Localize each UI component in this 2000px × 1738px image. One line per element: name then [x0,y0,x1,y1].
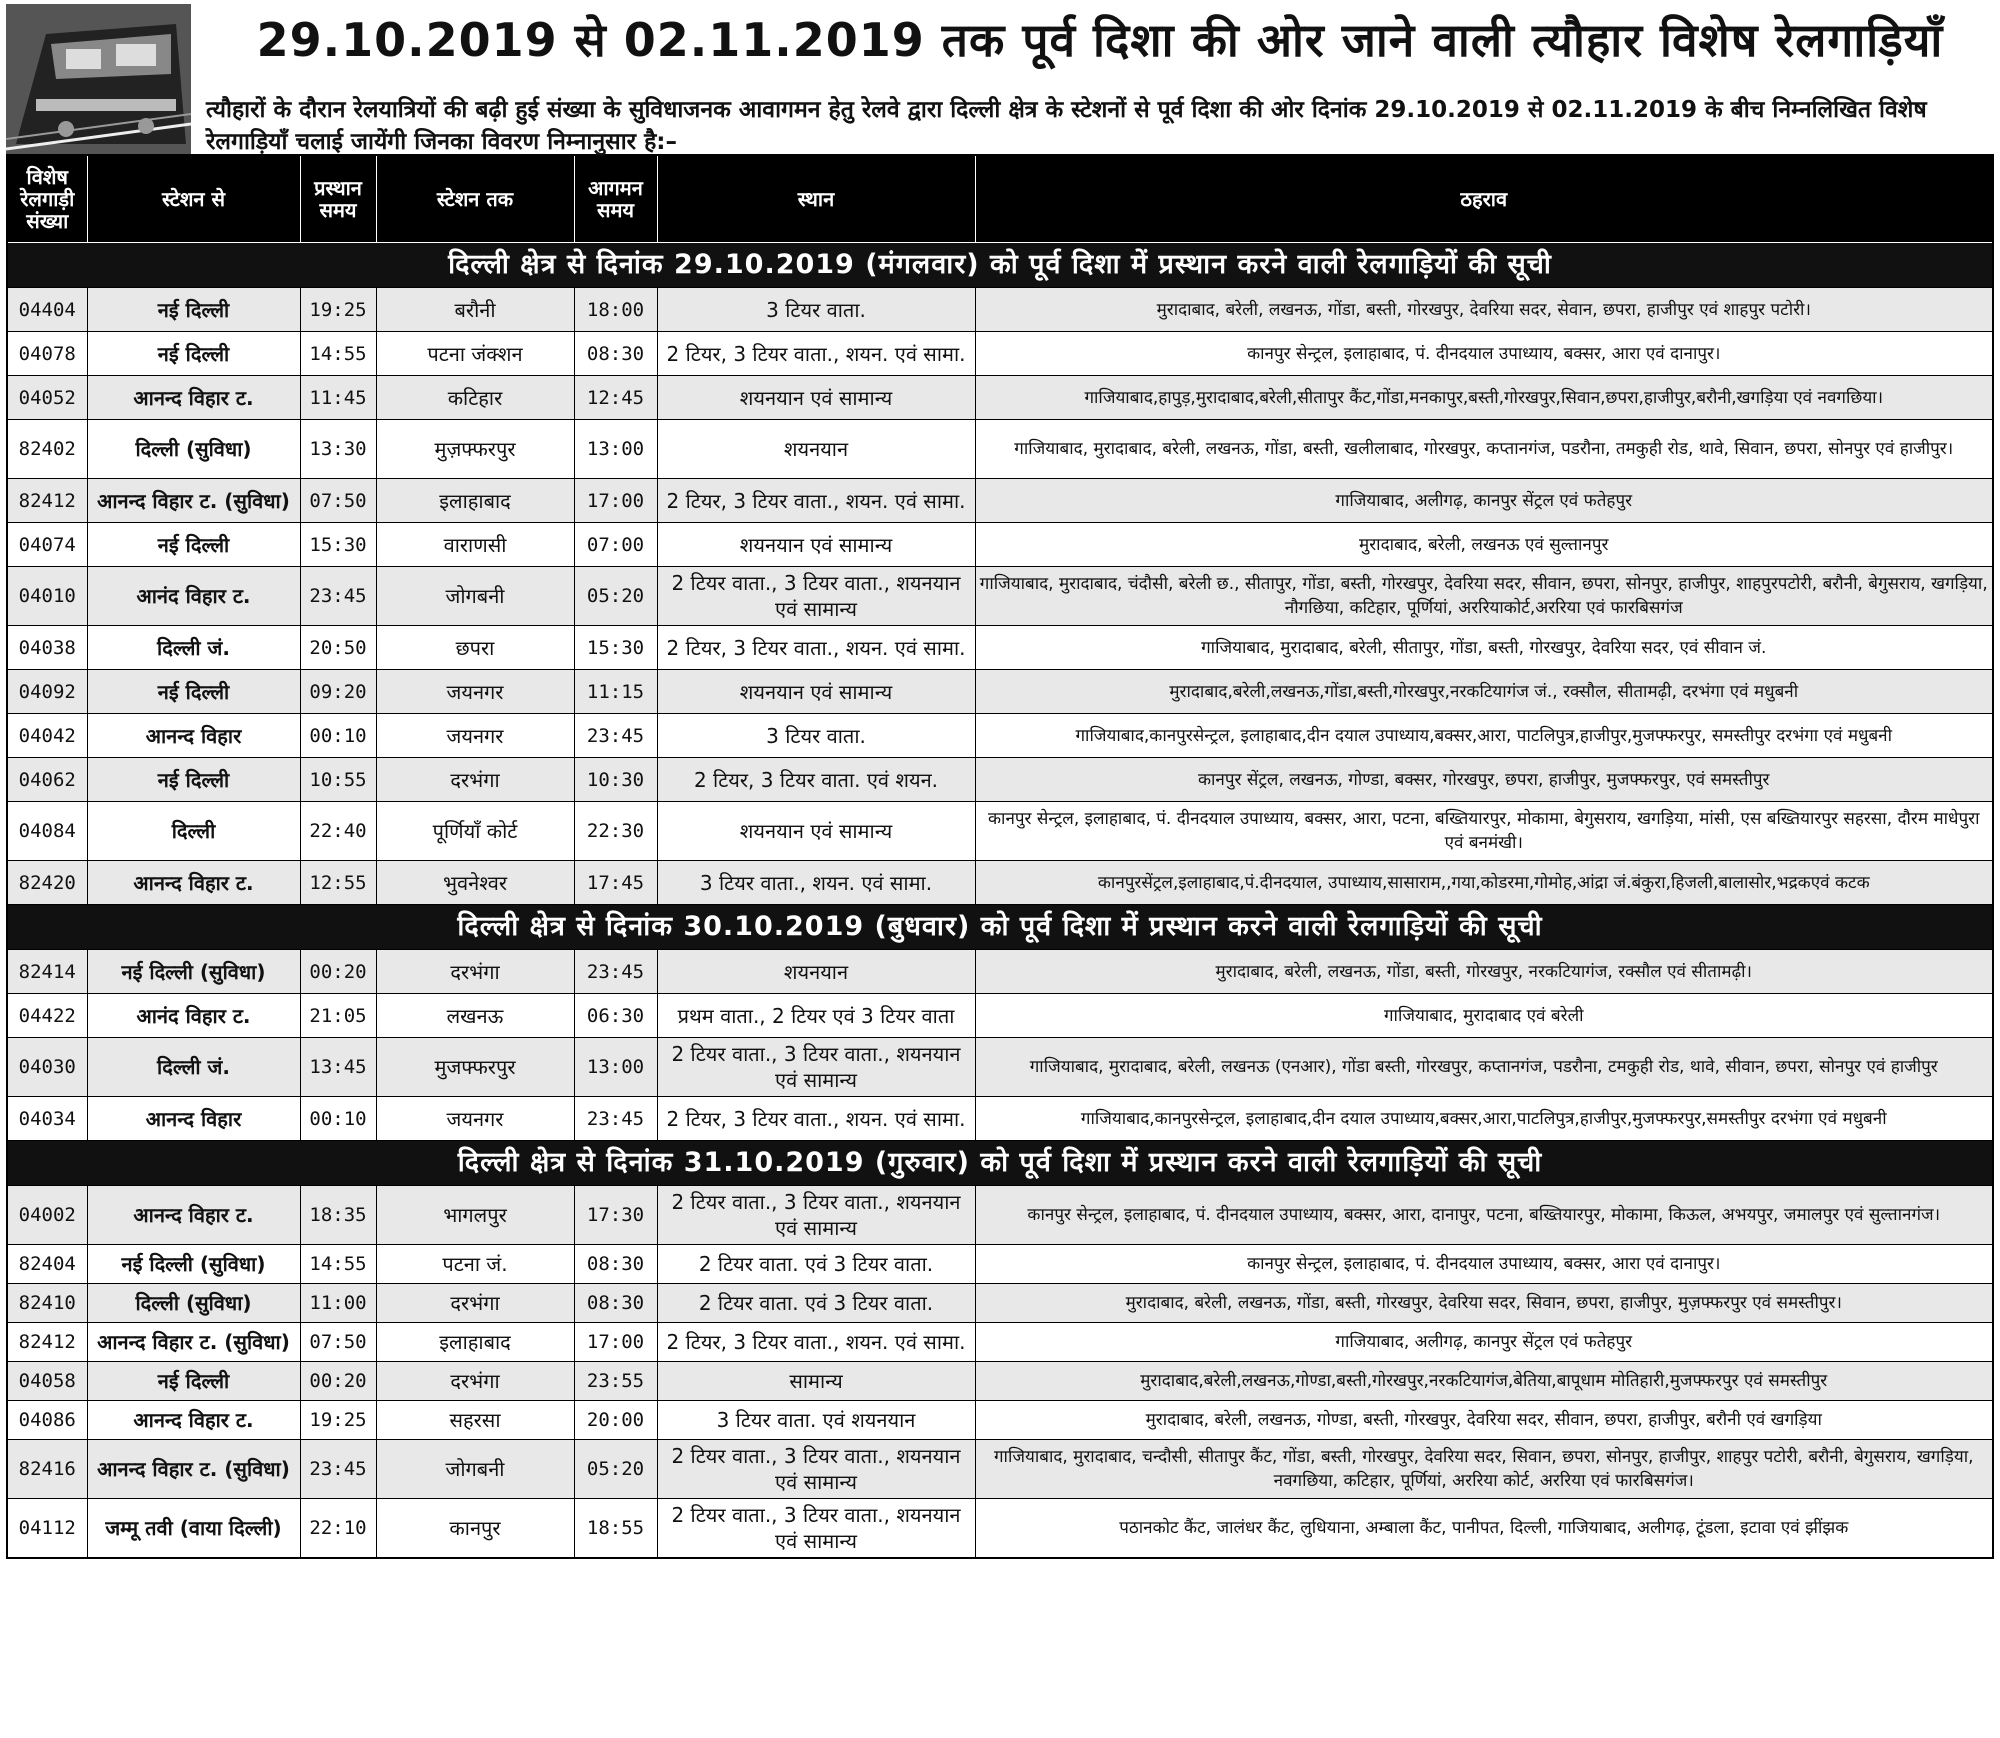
from-station: नई दिल्ली [87,523,300,567]
arrival-time: 17:45 [574,861,657,905]
stoppages: गाजियाबाद, अलीगढ़, कानपुर सेंट्रल एवं फतेहपुर [975,479,1993,523]
to-station: जयनगर [376,670,574,714]
stoppages: गाजियाबाद, मुरादाबाद, बरेली, लखनऊ, गोंडा, बस्ती, खलीलाबाद, गोरखपुर, कप्तानगंज, पडरौना, तमकुही रोड, थावे, सिवान, छपरा, सोनपुर एवं हाजीपुर। [975,420,1993,479]
from-station: आनन्द विहार ट. [87,861,300,905]
to-station: इलाहाबाद [376,1323,574,1362]
stoppages: गाजियाबाद,कानपुरसेन्ट्रल, इलाहाबाद,दीन दयाल उपाध्याय,बक्सर,आरा,पाटलिपुत्र,हाजीपुर,मुजफ्फरपुर,समस्तीपुर दरभंगा एवं मधुबनी [975,1097,1993,1141]
coach-class: शयनयान एवं सामान्य [657,670,975,714]
table-row [7,670,1993,714]
table-row [7,376,1993,420]
table-row [7,1245,1993,1284]
stoppages: कानपुरसेंट्रल,इलाहाबाद,पं.दीनदयाल, उपाध्याय,सासाराम,,गया,कोडरमा,गोमोह,आंद्रा जं.बंकुरा,हिजली,बालासोर,भद्रकएवं कटक [975,861,1993,905]
table-row [7,950,1993,994]
stoppages: गाजियाबाद, मुरादाबाद, बरेली, सीतापुर, गोंडा, बस्ती, गोरखपुर, देवरिया सदर, एवं सीवान जं. [975,626,1993,670]
departure-time: 15:30 [300,523,376,567]
stoppages: गाजियाबाद, मुरादाबाद, बरेली, लखनऊ (एनआर), गोंडा बस्ती, गोरखपुर, कप्तानगंज, पडरौना, टमकुही रोड, थावे, सीवान, छपरा, सोनपुर एवं हाजीपुर [975,1038,1993,1097]
departure-time: 11:00 [300,1284,376,1323]
to-station: कटिहार [376,376,574,420]
table-row [7,523,1993,567]
table-row [7,1038,1993,1097]
table-row [7,1323,1993,1362]
train-number: 04078 [7,332,87,376]
to-station: मुज़फ्फरपुर [376,420,574,479]
coach-class: 2 टियर वाता. एवं 3 टियर वाता. [657,1284,975,1323]
from-station: नई दिल्ली [87,670,300,714]
coach-class: 2 टियर वाता., 3 टियर वाता., शयनयान एवं सामान्य [657,567,975,626]
from-station: आनन्द विहार ट. (सुविधा) [87,1440,300,1499]
train-number: 04112 [7,1499,87,1559]
coach-class: शयनयान [657,420,975,479]
table-row [7,567,1993,626]
from-station: जम्मू तवी (वाया दिल्ली) [87,1499,300,1559]
coach-class: 2 टियर वाता., 3 टियर वाता., शयनयान एवं सामान्य [657,1038,975,1097]
coach-class: शयनयान एवं सामान्य [657,523,975,567]
from-station: आनन्द विहार ट. [87,1401,300,1440]
stoppages: मुरादाबाद, बरेली, लखनऊ, गोंडा, बस्ती, गोरखपुर, देवरिया सदर, सेवान, छपरा, हाजीपुर एवं शाहपुर पटोरी। [975,288,1993,332]
stoppages: कानपुर सेन्ट्रल, इलाहाबाद, पं. दीनदयाल उपाध्याय, बक्सर, आरा, दानापुर, पटना, बख्तियारपुर, मोकामा, किऊल, अभयपुर, जमालपुर एवं सुल्तानगंज। [975,1186,1993,1245]
arrival-time: 17:30 [574,1186,657,1245]
departure-time: 13:45 [300,1038,376,1097]
to-station: कानपुर [376,1499,574,1559]
to-station: वाराणसी [376,523,574,567]
train-number: 82412 [7,1323,87,1362]
departure-time: 00:20 [300,1362,376,1401]
col-header-number: विशेष रेलगाड़ी संख्या [7,155,87,243]
arrival-time: 23:55 [574,1362,657,1401]
train-number: 82410 [7,1284,87,1323]
train-number: 04030 [7,1038,87,1097]
train-number: 82402 [7,420,87,479]
departure-time: 20:50 [300,626,376,670]
to-station: पूर्णियाँ कोर्ट [376,802,574,861]
coach-class: 2 टियर, 3 टियर वाता., शयन. एवं सामा. [657,1323,975,1362]
departure-time: 14:55 [300,1245,376,1284]
arrival-time: 23:45 [574,950,657,994]
train-number: 04052 [7,376,87,420]
stoppages: गाजियाबाद,कानपुरसेन्ट्रल, इलाहाबाद,दीन दयाल उपाध्याय,बक्सर,आरा, पाटलिपुत्र,हाजीपुर,मुजफ्फरपुर, समस्तीपुर दरभंगा एवं मधुबनी [975,714,1993,758]
departure-time: 19:25 [300,288,376,332]
departure-time: 11:45 [300,376,376,420]
train-number: 04042 [7,714,87,758]
stoppages: गाजियाबाद,हापुड़,मुरादाबाद,बरेली,सीतापुर कैंट,गोंडा,मनकापुर,बस्ती,गोरखपुर,सिवान,छपरा,हाजीपुर,बरौनी,खगड़िया एवं नवगछिया। [975,376,1993,420]
to-station: जयनगर [376,1097,574,1141]
locomotive-icon [6,4,191,154]
from-station: दिल्ली (सुविधा) [87,420,300,479]
arrival-time: 10:30 [574,758,657,802]
table-row [7,1362,1993,1401]
table-row [7,714,1993,758]
table-row [7,420,1993,479]
arrival-time: 07:00 [574,523,657,567]
departure-time: 09:20 [300,670,376,714]
table-row [7,1401,1993,1440]
coach-class: शयनयान [657,950,975,994]
table-header-row [7,155,1993,243]
from-station: आनंद विहार ट. [87,567,300,626]
coach-class: 2 टियर, 3 टियर वाता., शयन. एवं सामा. [657,332,975,376]
departure-time: 23:45 [300,1440,376,1499]
from-station: नई दिल्ली [87,1362,300,1401]
to-station: इलाहाबाद [376,479,574,523]
train-number: 04002 [7,1186,87,1245]
coach-class: 3 टियर वाता. एवं शयनयान [657,1401,975,1440]
to-station: जोगबनी [376,1440,574,1499]
from-station: आनंद विहार ट. [87,994,300,1038]
section-header-row [7,905,1993,950]
from-station: आनन्द विहार ट. [87,1186,300,1245]
table-row [7,1186,1993,1245]
col-header-from: स्टेशन से [87,155,300,243]
arrival-time: 12:45 [574,376,657,420]
arrival-time: 11:15 [574,670,657,714]
stoppages: गाजियाबाद, मुरादाबाद, चंदौसी, बरेली छ., सीतापुर, गोंडा, बस्ती, गोरखपुर, देवरिया सदर, सीवान, छपरा, सोनपुर, हाजीपुर, शाहपुरपटोरी, बरौनी, बेगुसराय, खगड़िया, नौगछिया, कटिहार, पूर्णियां, अररियाकोर्ट,अररिया एवं फारबिसगंज [975,567,1993,626]
coach-class: सामान्य [657,1362,975,1401]
train-number: 04404 [7,288,87,332]
from-station: नई दिल्ली (सुविधा) [87,950,300,994]
coach-class: 2 टियर वाता., 3 टियर वाता., शयनयान एवं सामान्य [657,1499,975,1559]
stoppages: गाजियाबाद, अलीगढ़, कानपुर सेंट्रल एवं फतेहपुर [975,1323,1993,1362]
train-number: 04034 [7,1097,87,1141]
arrival-time: 20:00 [574,1401,657,1440]
page-title: 29.10.2019 से 02.11.2019 तक पूर्व दिशा की ओर जाने वाली त्यौहार विशेष रेलगाड़ियाँ [256,13,1944,67]
departure-time: 10:55 [300,758,376,802]
arrival-time: 08:30 [574,332,657,376]
departure-time: 14:55 [300,332,376,376]
stoppages: कानपुर सेन्ट्रल, इलाहाबाद, पं. दीनदयाल उपाध्याय, बक्सर, आरा एवं दानापुर। [975,332,1993,376]
stoppages: मुरादाबाद, बरेली, लखनऊ, गोंडा, बस्ती, गोरखपुर, देवरिया सदर, सिवान, छपरा, हाजीपुर, मुज़फ्फरपुर एवं समस्तीपुर। [975,1284,1993,1323]
departure-time: 00:20 [300,950,376,994]
departure-time: 07:50 [300,1323,376,1362]
arrival-time: 06:30 [574,994,657,1038]
from-station: दिल्ली जं. [87,626,300,670]
train-number: 82416 [7,1440,87,1499]
to-station: दरभंगा [376,758,574,802]
departure-time: 23:45 [300,567,376,626]
coach-class: 2 टियर, 3 टियर वाता., शयन. एवं सामा. [657,626,975,670]
train-number: 04086 [7,1401,87,1440]
stoppages: मुरादाबाद, बरेली, लखनऊ एवं सुल्तानपुर [975,523,1993,567]
train-number: 04074 [7,523,87,567]
to-station: भागलपुर [376,1186,574,1245]
stoppages: कानपुर सेन्ट्रल, इलाहाबाद, पं. दीनदयाल उपाध्याय, बक्सर, आरा, पटना, बख्तियारपुर, मोकामा, बेगुसराय, खगड़िया, मांसी, एस बख्तियारपुर सहरसा, दौरम माधेपुरा एवं बनमंखी। [975,802,1993,861]
col-header-arrival: आगमन समय [574,155,657,243]
table-row [7,479,1993,523]
table-row [7,1440,1993,1499]
section-title: दिल्ली क्षेत्र से दिनांक 31.10.2019 (गुरुवार) को पूर्व दिशा में प्रस्थान करने वाली रेलगाड़ियों की सूची [7,1141,1993,1186]
departure-time: 13:30 [300,420,376,479]
train-number: 04062 [7,758,87,802]
to-station: दरभंगा [376,1284,574,1323]
stoppages: पठानकोट कैंट, जालंधर कैंट, लुधियाना, अम्बाला कैंट, पानीपत, दिल्ली, गाजियाबाद, अलीगढ़, टूंडला, इटावा एवं झींझक [975,1499,1993,1559]
departure-time: 07:50 [300,479,376,523]
departure-time: 18:35 [300,1186,376,1245]
arrival-time: 18:00 [574,288,657,332]
from-station: आनन्द विहार ट. (सुविधा) [87,479,300,523]
arrival-time: 23:45 [574,714,657,758]
table-row [7,332,1993,376]
arrival-time: 08:30 [574,1284,657,1323]
from-station: आनन्द विहार [87,714,300,758]
from-station: दिल्ली (सुविधा) [87,1284,300,1323]
arrival-time: 15:30 [574,626,657,670]
table-row [7,758,1993,802]
stoppages: मुरादाबाद, बरेली, लखनऊ, गोण्डा, बस्ती, गोरखपुर, देवरिया सदर, सीवान, छपरा, हाजीपुर, बरौनी एवं खगड़िया [975,1401,1993,1440]
departure-time: 12:55 [300,861,376,905]
schedule-body [7,243,1993,1559]
from-station: आनन्द विहार [87,1097,300,1141]
from-station: नई दिल्ली (सुविधा) [87,1245,300,1284]
train-number: 82420 [7,861,87,905]
train-number: 04092 [7,670,87,714]
arrival-time: 17:00 [574,479,657,523]
table-row [7,994,1993,1038]
departure-time: 21:05 [300,994,376,1038]
arrival-time: 13:00 [574,420,657,479]
from-station: नई दिल्ली [87,288,300,332]
to-station: जोगबनी [376,567,574,626]
to-station: लखनऊ [376,994,574,1038]
coach-class: 3 टियर वाता. [657,714,975,758]
departure-time: 00:10 [300,714,376,758]
departure-time: 22:10 [300,1499,376,1559]
table-row [7,802,1993,861]
to-station: दरभंगा [376,1362,574,1401]
coach-class: शयनयान एवं सामान्य [657,376,975,420]
coach-class: 2 टियर, 3 टियर वाता. एवं शयन. [657,758,975,802]
train-number: 04084 [7,802,87,861]
departure-time: 00:10 [300,1097,376,1141]
to-station: भुवनेश्वर [376,861,574,905]
section-title: दिल्ली क्षेत्र से दिनांक 30.10.2019 (बुधवार) को पूर्व दिशा में प्रस्थान करने वाली रेलगाड़ियों की सूची [7,905,1993,950]
to-station: पटना जं. [376,1245,574,1284]
from-station: दिल्ली जं. [87,1038,300,1097]
from-station: नई दिल्ली [87,758,300,802]
from-station: नई दिल्ली [87,332,300,376]
table-row [7,626,1993,670]
train-number: 04038 [7,626,87,670]
from-station: आनन्द विहार ट. (सुविधा) [87,1323,300,1362]
coach-class: 2 टियर, 3 टियर वाता., शयन. एवं सामा. [657,479,975,523]
schedule-table [6,154,1994,1559]
train-number: 04010 [7,567,87,626]
stoppages: कानपुर सेन्ट्रल, इलाहाबाद, पं. दीनदयाल उपाध्याय, बक्सर, आरा एवं दानापुर। [975,1245,1993,1284]
stoppages: गाजियाबाद, मुरादाबाद, चन्दौसी, सीतापुर कैंट, गोंडा, बस्ती, गोरखपुर, देवरिया सदर, सिवान, छपरा, सोनपुर, हाजीपुर, शाहपुर पटोरी, बरौनी, बेगुसराय, खगड़िया, नवगछिया, कटिहार, पूर्णियां, अररिया कोर्ट, अररिया एवं फारबिसगंज। [975,1440,1993,1499]
col-header-departure: प्रस्थान समय [300,155,376,243]
section-title: दिल्ली क्षेत्र से दिनांक 29.10.2019 (मंगलवार) को पूर्व दिशा में प्रस्थान करने वाली रेलगाड़ियों की सूची [7,243,1993,288]
coach-class: शयनयान एवं सामान्य [657,802,975,861]
arrival-time: 23:45 [574,1097,657,1141]
coach-class: 3 टियर वाता. [657,288,975,332]
table-row [7,861,1993,905]
to-station: जयनगर [376,714,574,758]
from-station: आनन्द विहार ट. [87,376,300,420]
train-number: 82404 [7,1245,87,1284]
train-number: 04422 [7,994,87,1038]
arrival-time: 17:00 [574,1323,657,1362]
intro-text: त्यौहारों के दौरान रेलयात्रियों की बढ़ी हुई संख्या के सुविधाजनक आवागमन हेतु रेलवे द्वारा दिल्ली क्षेत्र के स्टेशनों से पूर्व दिशा की ओर दिनांक 29.10.2019 से 02.11.2019 के बीच निम्नलिखित विशेष रेलगाड़ियाँ चलाई जायेंगी जिनका विवरण निम्नानुसार है:– [206,97,1927,155]
coach-class: 2 टियर वाता., 3 टियर वाता., शयनयान एवं सामान्य [657,1186,975,1245]
stoppages: मुरादाबाद,बरेली,लखनऊ,गोण्डा,बस्ती,गोरखपुर,नरकटियागंज,बेतिया,बापूधाम मोतिहारी,मुजफ्फरपुर एवं समस्तीपुर [975,1362,1993,1401]
stoppages: गाजियाबाद, मुरादाबाद एवं बरेली [975,994,1993,1038]
table-row [7,288,1993,332]
to-station: मुजफ्फरपुर [376,1038,574,1097]
departure-time: 19:25 [300,1401,376,1440]
col-header-to: स्टेशन तक [376,155,574,243]
table-row [7,1097,1993,1141]
section-header-row [7,243,1993,288]
arrival-time: 05:20 [574,567,657,626]
stoppages: कानपुर सेंट्रल, लखनऊ, गोण्डा, बक्सर, गोरखपुर, छपरा, हाजीपुर, मुजफ्फरपुर, एवं समस्तीपुर [975,758,1993,802]
coach-class: 3 टियर वाता., शयन. एवं सामा. [657,861,975,905]
coach-class: 2 टियर, 3 टियर वाता., शयन. एवं सामा. [657,1097,975,1141]
arrival-time: 18:55 [574,1499,657,1559]
col-header-stops: ठहराव [975,155,1993,243]
col-header-class: स्थान [657,155,975,243]
to-station: छपरा [376,626,574,670]
section-header-row [7,1141,1993,1186]
to-station: बरौनी [376,288,574,332]
to-station: दरभंगा [376,950,574,994]
from-station: दिल्ली [87,802,300,861]
train-number: 82414 [7,950,87,994]
arrival-time: 22:30 [574,802,657,861]
table-row [7,1284,1993,1323]
arrival-time: 13:00 [574,1038,657,1097]
coach-class: प्रथम वाता., 2 टियर एवं 3 टियर वाता [657,994,975,1038]
stoppages: मुरादाबाद, बरेली, लखनऊ, गोंडा, बस्ती, गोरखपुर, नरकटियागंज, रक्सौल एवं सीतामढ़ी। [975,950,1993,994]
coach-class: 2 टियर वाता. एवं 3 टियर वाता. [657,1245,975,1284]
coach-class: 2 टियर वाता., 3 टियर वाता., शयनयान एवं सामान्य [657,1440,975,1499]
to-station: पटना जंक्शन [376,332,574,376]
train-number: 82412 [7,479,87,523]
arrival-time: 05:20 [574,1440,657,1499]
departure-time: 22:40 [300,802,376,861]
to-station: सहरसा [376,1401,574,1440]
stoppages: मुरादाबाद,बरेली,लखनऊ,गोंडा,बस्ती,गोरखपुर,नरकटियागंज जं., रक्सौल, सीतामढ़ी, दरभंगा एवं मधुबनी [975,670,1993,714]
arrival-time: 08:30 [574,1245,657,1284]
table-row [7,1499,1993,1559]
header [6,4,1994,154]
train-number: 04058 [7,1362,87,1401]
